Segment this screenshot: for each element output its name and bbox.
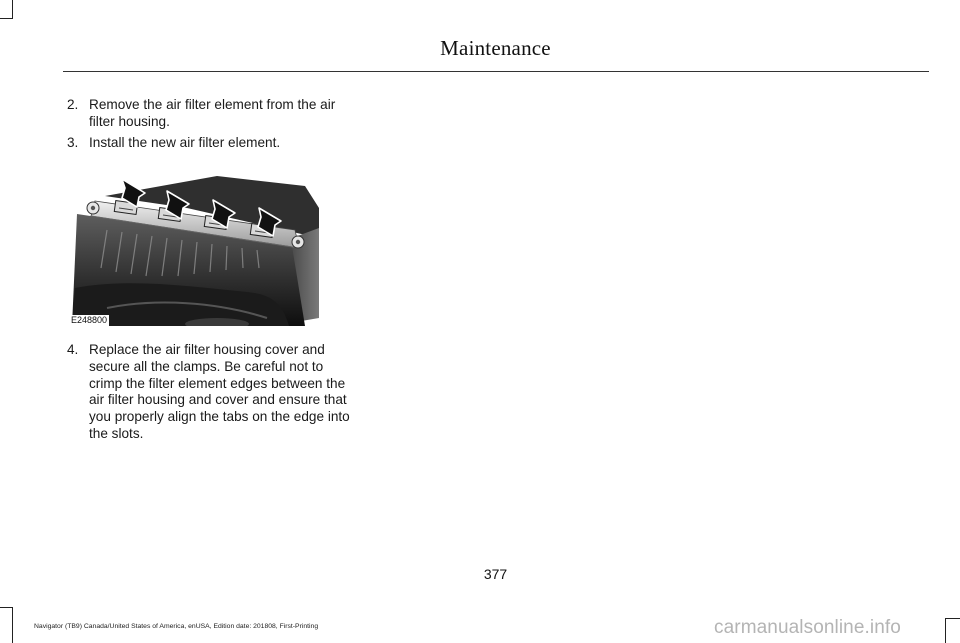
step-2	[67, 97, 357, 131]
step-text: Remove the air filter element from the air filter housing.	[89, 97, 336, 129]
step-text: Replace the air filter housing cover and secure all the clamps. Be careful not to crimp the filter element edges between the air filter housing and cover and ensure that you properly align the tabs on the edge into the slots.	[89, 342, 350, 441]
step-number: 3.	[67, 135, 79, 150]
step-text: Install the new air filter element.	[89, 135, 281, 150]
step-number: 4.	[67, 342, 79, 357]
page-header-title: Maintenance	[440, 36, 551, 60]
header-rule	[63, 71, 929, 72]
air-filter-housing-illustration	[67, 168, 320, 326]
crop-mark-top-left-h	[0, 18, 13, 19]
step-number: 2.	[67, 97, 79, 112]
crop-mark-bottom-right-h	[945, 618, 960, 619]
page-number: 377	[483, 566, 508, 582]
watermark: carmanualsonline.info	[714, 617, 901, 638]
edition-footer: Navigator (TB9) Canada/United States of America, enUSA, Edition date: 201808, First-Printing	[34, 623, 319, 630]
air-filter-housing-drawing	[67, 168, 320, 326]
figure-code: E248800	[71, 315, 108, 325]
crop-mark-bottom-left-v	[12, 607, 13, 643]
step-3	[67, 135, 357, 152]
step-4	[67, 342, 357, 443]
crop-mark-top-left-v	[12, 0, 13, 18]
crop-mark-bottom-right-v	[945, 618, 946, 643]
crop-mark-bottom-left-h	[0, 607, 13, 608]
